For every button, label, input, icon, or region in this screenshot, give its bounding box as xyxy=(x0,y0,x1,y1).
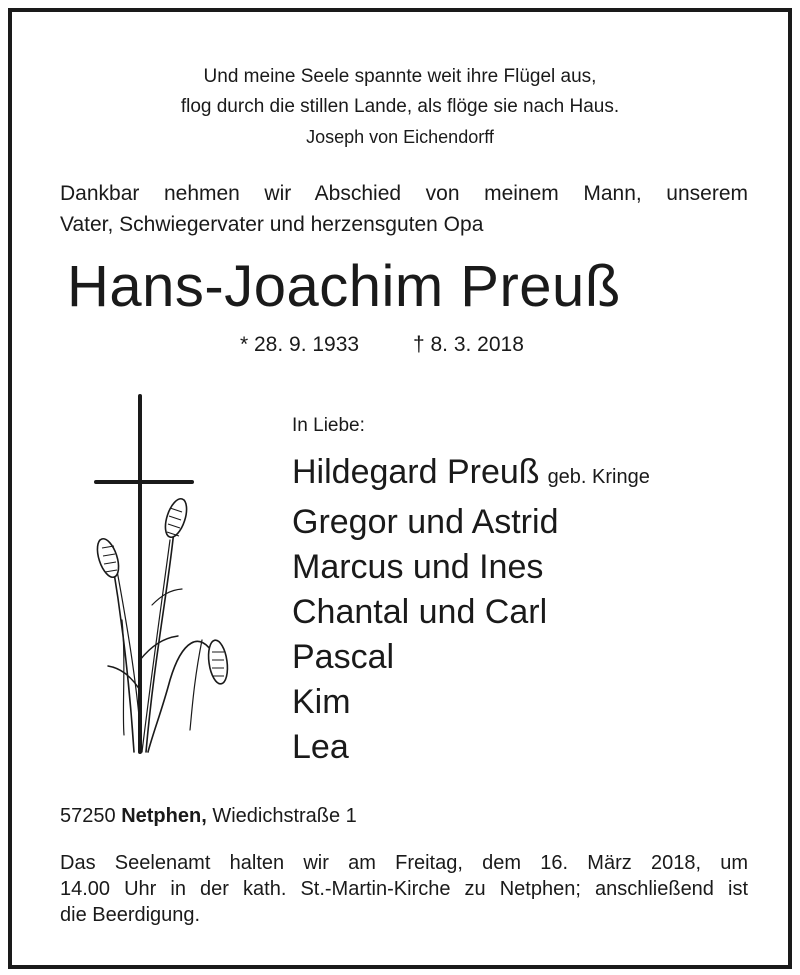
notice-line-3: die Beerdigung. xyxy=(60,904,201,926)
mourner-item: Marcus und Ines xyxy=(292,548,544,586)
life-dates xyxy=(240,330,524,360)
deceased-name: Hans-Joachim Preuß xyxy=(67,254,621,319)
obituary-page xyxy=(12,12,788,965)
death-date: † 8. 3. 2018 xyxy=(412,333,524,356)
mourner-item: Gregor und Astrid xyxy=(292,503,559,541)
address-postcode: 57250 xyxy=(60,805,116,827)
spouse-maiden-name: geb. Kringe xyxy=(547,466,650,488)
mourner-item: Pascal xyxy=(292,638,395,676)
cross-with-wheat-icon xyxy=(82,390,242,760)
intro-line-2: Vater, Schwiegervater und herzensguten Opa xyxy=(60,213,484,236)
mourner-item: Lea xyxy=(292,728,349,766)
poem-line-1: Und meine Seele spannte weit ihre Flügel aus, xyxy=(203,66,597,87)
poem xyxy=(12,62,788,152)
intro-text xyxy=(60,178,748,240)
mourners-label: In Liebe: xyxy=(292,415,365,436)
address xyxy=(60,802,357,830)
obituary-frame xyxy=(8,8,792,969)
mourner-spouse xyxy=(292,450,650,500)
poem-line-2: flog durch die stillen Lande, als flöge sie nach Haus. xyxy=(180,96,620,117)
mourner-item: Chantal und Carl xyxy=(292,593,548,631)
address-street: Wiedichstraße 1 xyxy=(212,805,357,827)
poem-author: Joseph von Eichendorff xyxy=(306,127,494,147)
notice-line-2: 14.00 Uhr in der kath. St.-Martin-Kirche zu Netphen; anschließend ist xyxy=(60,878,748,900)
mourners-list xyxy=(292,450,650,770)
address-city: Netphen, xyxy=(121,805,207,827)
birth-date: * 28. 9. 1933 xyxy=(240,333,360,356)
intro-line-1: Dankbar nehmen wir Abschied von meinem Mann, unserem xyxy=(60,182,748,205)
mourner-item: Kim xyxy=(292,683,351,721)
spouse-name: Hildegard Preuß xyxy=(292,453,540,491)
notice-line-1: Das Seelenamt halten wir am Freitag, dem 16. März 2018, um xyxy=(60,852,748,874)
funeral-notice xyxy=(60,850,748,928)
